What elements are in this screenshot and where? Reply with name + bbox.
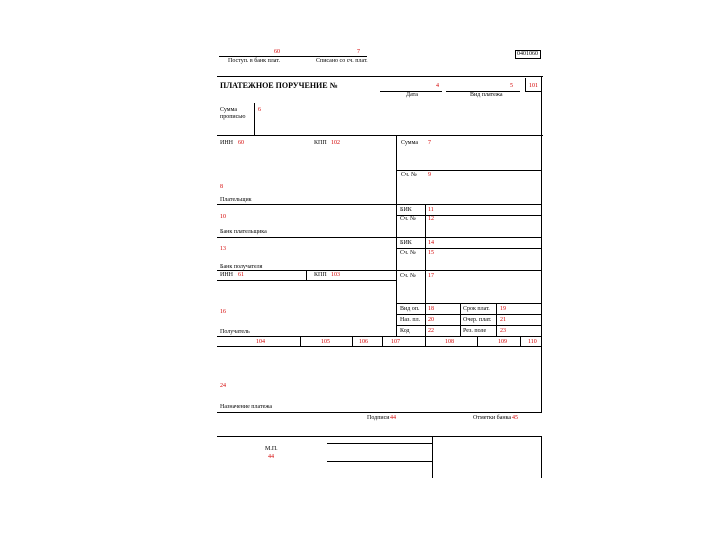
reserve-field-label: Рез. поле — [463, 328, 487, 334]
payer-label: Плательщик — [220, 197, 252, 203]
signatures-label: Подписи — [367, 415, 390, 421]
field-4: 4 — [436, 83, 439, 89]
date-label: Дата — [406, 92, 418, 98]
sum-in-words-label-2: прописью — [220, 114, 246, 120]
payer-account-field: 9 — [428, 172, 431, 178]
payer-name-field: 8 — [220, 184, 223, 190]
signature-line-1 — [327, 443, 432, 444]
payer-bank-account-label: Сч. № — [400, 216, 416, 222]
payee-bank-account-field: 15 — [428, 250, 434, 256]
purpose-field: 24 — [220, 383, 226, 389]
tax-field-109: 109 — [498, 339, 507, 345]
tax-field-104: 104 — [256, 339, 265, 345]
payee-bik-field: 14 — [428, 240, 434, 246]
signature-area-top — [217, 436, 542, 437]
middle-column-divider — [396, 135, 397, 336]
payee-name-field: 16 — [220, 309, 226, 315]
operation-row2-bottom — [396, 325, 542, 326]
payee-account-field: 17 — [428, 273, 434, 279]
header-line-mid — [303, 56, 367, 57]
sum-in-words-bottom — [217, 135, 543, 136]
purpose-code-label: Наз. пл. — [400, 317, 421, 323]
signature-area-divider — [432, 436, 433, 478]
sum-in-words-divider — [254, 103, 255, 135]
received-in-bank-label: Поступ. в банк плат. — [228, 58, 280, 64]
op-type-label: Вид оп. — [400, 306, 420, 312]
payee-inn-field: 61 — [238, 272, 244, 278]
sum-field: 7 — [428, 140, 431, 146]
stamp-label: М.П. — [265, 446, 278, 452]
operation-top — [396, 303, 542, 304]
field-5: 5 — [510, 83, 513, 89]
signature-area-right — [541, 436, 542, 478]
form-code-box-bottom — [515, 58, 541, 59]
code-label: Код — [400, 328, 410, 334]
tax-field-105: 105 — [321, 339, 330, 345]
payee-bik-bottom — [396, 248, 542, 249]
due-date-label: Срок плат. — [463, 306, 490, 312]
payer-bank-field: 10 — [220, 214, 226, 220]
field-101-box-left — [525, 78, 526, 92]
bank-marks-field: 45 — [512, 415, 518, 421]
sum-in-words-label: Сумма — [220, 107, 237, 113]
field-7-header: 7 — [357, 49, 360, 55]
reserve-field-value: 23 — [500, 328, 506, 334]
payer-inn-field: 60 — [238, 140, 244, 146]
payee-inn-label: ИНН — [220, 272, 233, 278]
tax-field-107: 107 — [391, 339, 400, 345]
signature-line-2 — [327, 461, 432, 462]
operation-right-divider — [496, 303, 497, 336]
tax-field-110: 110 — [528, 339, 537, 345]
tax-field-108: 108 — [445, 339, 454, 345]
tax-field-106: 106 — [359, 339, 368, 345]
payer-bik-bottom — [396, 215, 542, 216]
payment-order-label: Очер. плат. — [463, 317, 492, 323]
purpose-bottom — [217, 412, 542, 413]
payee-bank-account-label: Сч. № — [400, 250, 416, 256]
payee-inn-kpp-divider — [306, 270, 307, 281]
payee-bank-bottom — [217, 270, 542, 271]
payer-bik-field: 11 — [428, 207, 434, 213]
payer-bik-label: БИК — [400, 207, 412, 213]
operation-row1-bottom — [396, 314, 542, 315]
payee-inn-bottom — [217, 280, 397, 281]
title-row-top — [217, 76, 543, 77]
payee-label: Получатель — [220, 329, 250, 335]
payer-account-label: Сч. № — [401, 172, 417, 178]
document-title: ПЛАТЕЖНОЕ ПОРУЧЕНИЕ № — [220, 81, 338, 90]
payee-account-label: Сч. № — [400, 273, 416, 279]
payer-inn-label: ИНН — [220, 140, 233, 146]
field-60-header: 60 — [274, 49, 280, 55]
field-101: 101 — [529, 83, 538, 89]
payment-order-field: 21 — [500, 317, 506, 323]
operation-mid-divider — [460, 303, 461, 336]
field-101-box-bottom — [525, 91, 542, 92]
payee-bottom — [217, 336, 542, 337]
payer-bank-account-field: 12 — [428, 216, 434, 222]
payment-type-label: Вид платежа — [470, 92, 503, 98]
payee-kpp-field: 103 — [331, 272, 340, 278]
form-code-box-right — [540, 50, 541, 59]
payer-bottom — [217, 204, 542, 205]
bank-marks-label: Отметки банка — [473, 415, 512, 421]
payer-bank-bottom — [217, 237, 542, 238]
payee-bank-field: 13 — [220, 246, 226, 252]
tax-row-bottom — [217, 346, 542, 347]
sum-label: Сумма — [401, 140, 418, 146]
sum-row-bottom — [396, 170, 542, 171]
payer-bank-label: Банк плательщика — [220, 229, 267, 235]
debited-from-account-label: Списано со сч. плат. — [316, 58, 368, 64]
due-date-field: 19 — [500, 306, 506, 312]
payee-bik-label: БИК — [400, 240, 412, 246]
header-line-left — [219, 56, 303, 57]
payee-bank-label: Банк получателя — [220, 264, 263, 270]
field-6: 6 — [258, 107, 261, 113]
payee-kpp-label: КПП — [314, 272, 327, 278]
purpose-code-field: 20 — [428, 317, 434, 323]
form-code-box-left — [515, 50, 516, 59]
form-code: 0401060 — [517, 51, 538, 57]
payer-kpp-label: КПП — [314, 140, 327, 146]
stamp-field: 44 — [268, 454, 274, 460]
code-field: 22 — [428, 328, 434, 334]
signatures-field: 44 — [390, 415, 396, 421]
form-right-border — [541, 76, 542, 413]
payer-kpp-field: 102 — [331, 140, 340, 146]
op-type-field: 18 — [428, 306, 434, 312]
purpose-label: Назначение платежа — [220, 404, 273, 410]
